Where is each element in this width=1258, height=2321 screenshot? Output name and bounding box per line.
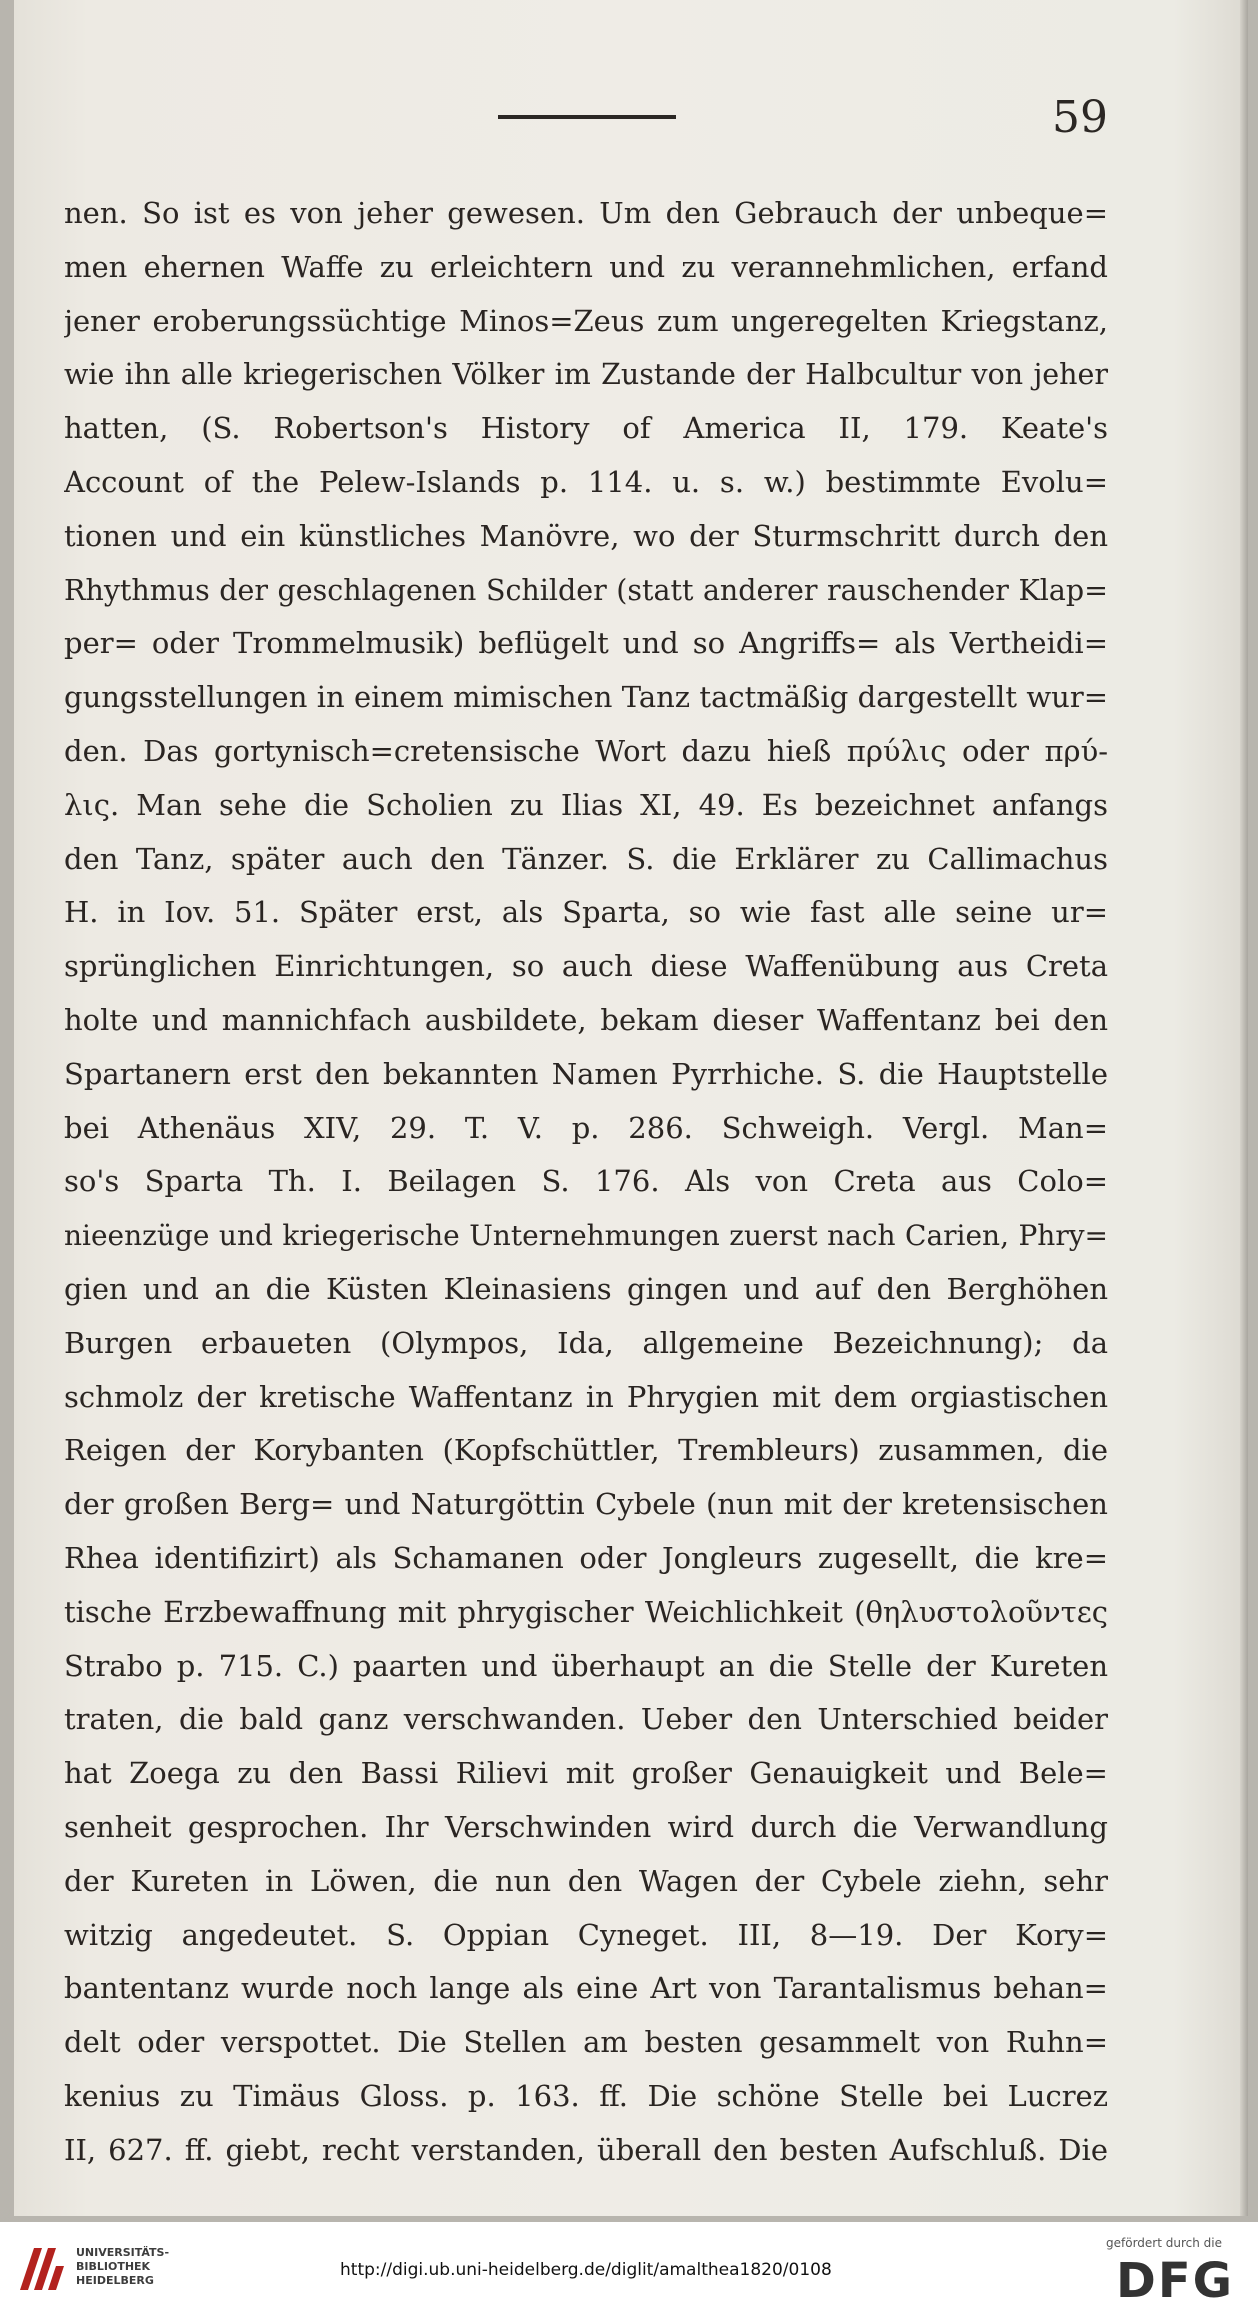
header-rule (498, 115, 676, 119)
text-line: H. in Iov. 51. Später erst, als Sparta, so wie fast alle seine ur= (64, 895, 1108, 930)
text-line: bantentanz wurde noch lange als eine Art von Tarantalismus behan= (64, 1971, 1108, 2006)
text-line: hatten, (S. Robertson's History of America II, 179. Keate's (64, 411, 1108, 446)
text-line: jener eroberungssüchtige Minos=Zeus zum ungeregelten Kriegstanz, (64, 303, 1108, 338)
library-name-line: UNIVERSITÄTS- (76, 2246, 170, 2259)
library-name-line: HEIDELBERG (76, 2274, 154, 2287)
text-line: Rhythmus der geschlagenen Schilder (statt anderer rauschender Klap= (64, 573, 1108, 607)
text-line: tische Erzbewaffnung mit phrygischer Weichlichkeit (θηλυστολοῦντες (64, 1594, 1108, 1629)
library-name-line: BIBLIOTHEK (76, 2260, 151, 2273)
text-line: wie ihn alle kriegerischen Völker im Zustande der Halbcultur von jeher (64, 358, 1108, 392)
text-line: λις. Man sehe die Scholien zu Ilias XI, 49. Es bezeichnet anfangs (64, 787, 1108, 822)
text-line: den. Das gortynisch=cretensische Wort dazu hieß πρύλις oder πρύ- (64, 733, 1108, 768)
text-line: Strabo p. 715. C.) paarten und überhaupt an die Stelle der Kureten (64, 1648, 1108, 1683)
book-page (14, 0, 1248, 2216)
text-line: Reigen der Korybanten (Kopfschüttler, Trembleurs) zusammen, die (64, 1433, 1108, 1468)
text-line: holte und mannichfach ausbildete, bekam dieser Waffentanz bei den (64, 1002, 1108, 1037)
text-line: gungsstellungen in einem mimischen Tanz tactmäßig dargestellt wur= (64, 680, 1108, 715)
source-url-link[interactable]: http://digi.ub.uni-heidelberg.de/diglit/amalthea1820/0108 (340, 2260, 832, 2280)
text-line: nieenzüge und kriegerische Unternehmungen zuerst nach Carien, Phry= (64, 1219, 1108, 1253)
text-line: witzig angedeutet. S. Oppian Cyneget. III, 8—19. Der Kory= (64, 1917, 1108, 1952)
text-line: men ehernen Waffe zu erleichtern und zu verannehmlichen, erfand (64, 249, 1108, 284)
body-text (64, 187, 1108, 2177)
dfg-logo: DFG (1116, 2253, 1235, 2309)
text-line: kenius zu Timäus Gloss. p. 163. ff. Die schöne Stelle bei Lucrez (64, 2078, 1108, 2113)
text-line: bei Athenäus XIV, 29. T. V. p. 286. Schweigh. Vergl. Man= (64, 1110, 1108, 1145)
text-line: delt oder verspottet. Die Stellen am besten gesammelt von Ruhn= (64, 2025, 1108, 2060)
text-line: hat Zoega zu den Bassi Rilievi mit großer Genauigkeit und Bele= (64, 1756, 1108, 1791)
text-line: tionen und ein künstliches Manövre, wo der Sturmschritt durch den (64, 518, 1108, 553)
text-line: gien und an die Küsten Kleinasiens gingen und auf den Berghöhen (64, 1271, 1108, 1306)
page-number: 59 (1052, 92, 1108, 143)
text-line: der Kureten in Löwen, die nun den Wagen der Cybele ziehn, sehr (64, 1863, 1108, 1898)
text-line: Rhea identifizirt) als Schamanen oder Jongleurs zugesellt, die kre= (64, 1540, 1108, 1575)
text-line: Spartanern erst den bekannten Namen Pyrrhiche. S. die Hauptstelle (64, 1056, 1108, 1091)
text-line: II, 627. ff. giebt, recht verstanden, überall den besten Aufschluß. Die (64, 2132, 1108, 2167)
text-line: sprünglichen Einrichtungen, so auch diese Waffenübung aus Creta (64, 949, 1108, 984)
text-line: traten, die bald ganz verschwanden. Ueber den Unterschied beider (64, 1702, 1108, 1737)
text-line: den Tanz, später auch den Tänzer. S. die Erklärer zu Callimachus (64, 841, 1108, 876)
text-line: so's Sparta Th. I. Beilagen S. 176. Als von Creta aus Colo= (64, 1164, 1108, 1199)
text-line: Account of the Pelew-Islands p. 114. u. s. w.) bestimmte Evolu= (64, 464, 1108, 499)
university-library-logo-icon (12, 2240, 70, 2298)
funding-caption: gefördert durch die (1106, 2236, 1222, 2250)
text-line: Burgen erbaueten (Olympos, Ida, allgemeine Bezeichnung); da (64, 1325, 1108, 1360)
text-line: schmolz der kretische Waffentanz in Phrygien mit dem orgiastischen (64, 1379, 1108, 1414)
page-edge (1240, 0, 1248, 2216)
text-line: per= oder Trommelmusik) beflügelt und so Angriffs= als Vertheidi= (64, 626, 1108, 661)
footer-bar (0, 2222, 1258, 2321)
text-line: der großen Berg= und Naturgöttin Cybele (nun mit der kretensischen (64, 1487, 1108, 1522)
text-line: nen. So ist es von jeher gewesen. Um den Gebrauch der unbeque= (64, 196, 1108, 230)
university-library-name (76, 2246, 169, 2288)
text-line: senheit gesprochen. Ihr Verschwinden wird durch die Verwandlung (64, 1809, 1108, 1844)
